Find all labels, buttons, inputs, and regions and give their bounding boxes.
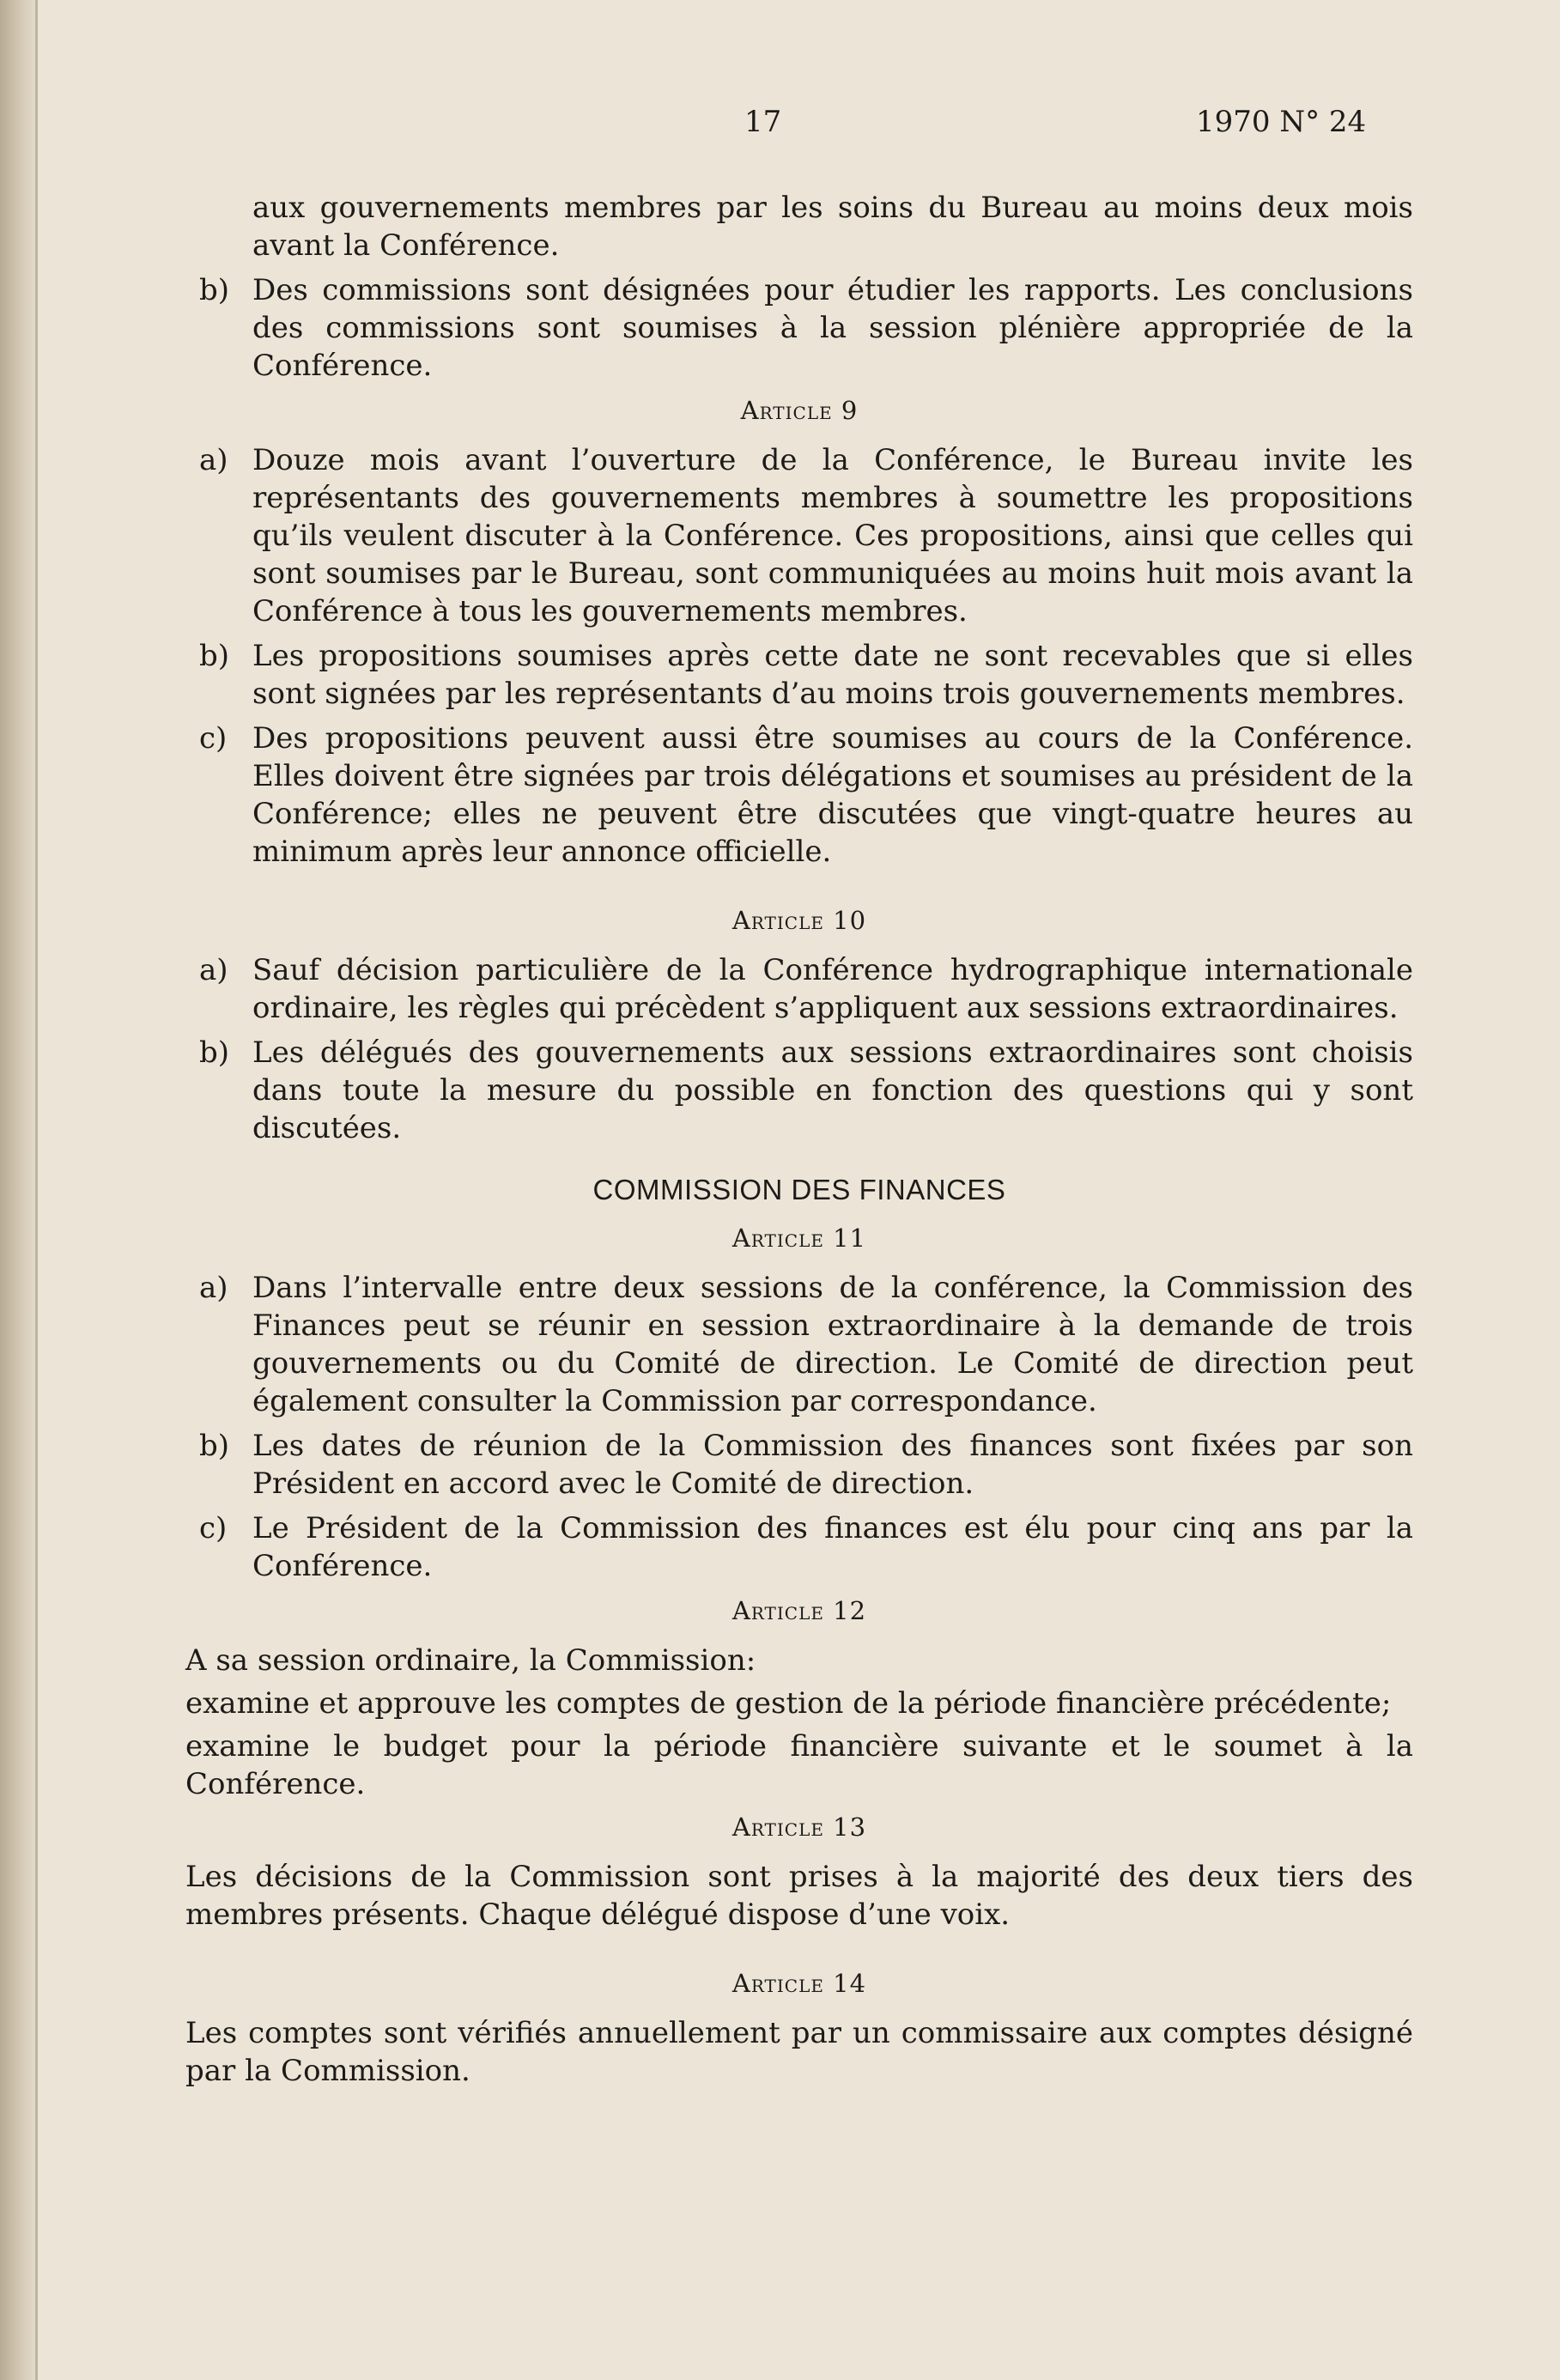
item-text: Des commissions sont désignées pour étudier les rapports. Les conclusions des commissions sont soumises à la session plénière appropriée de la Conférence.	[252, 273, 1413, 383]
item-label: a)	[199, 443, 228, 477]
item-label: a)	[199, 953, 228, 987]
article-11-heading: Article 11	[731, 1223, 867, 1253]
list-item	[185, 1427, 1413, 1503]
list-item	[185, 271, 1413, 385]
article-12-clause: examine le budget pour la période financière suivante et le soumet à la Conférence.	[185, 1729, 1413, 1801]
article-12-clause: examine et approuve les comptes de gestion de la période financière précédente;	[185, 1686, 1392, 1721]
list-item	[185, 1034, 1413, 1147]
item-label: a)	[199, 1271, 228, 1305]
list-item	[185, 951, 1413, 1027]
item-label: b)	[199, 273, 230, 307]
list-item	[185, 719, 1413, 871]
list-item	[185, 1509, 1413, 1585]
article-14-heading: Article 14	[731, 1969, 867, 1998]
page-content	[185, 189, 1413, 2095]
article-13-heading: Article 13	[731, 1812, 867, 1842]
item-text: Dans l’intervalle entre deux sessions de la conférence, la Commission des Finances peut se réunir en session extraordinaire à la demande de trois gouvernements ou du Comité de direction. Le Comité de direction peut également consulter la Commission par correspondance.	[252, 1271, 1413, 1418]
item-text: Les propositions soumises après cette date ne sont recevables que si elles sont signées par les représentants d’au moins trois gouvernements membres.	[252, 639, 1413, 711]
article-12-heading: Article 12	[731, 1596, 867, 1625]
document-reference: 1970 N° 24	[1196, 105, 1367, 139]
item-text: Le Président de la Commission des finances est élu pour cinq ans par la Conférence.	[252, 1511, 1413, 1583]
item-text: Sauf décision particulière de la Conférence hydrographique internationale ordinaire, les règles qui précèdent s’appliquent aux sessions extraordinaires.	[252, 953, 1413, 1025]
article-10-heading: Article 10	[731, 906, 867, 935]
item-label: b)	[199, 1429, 230, 1463]
list-item	[185, 441, 1413, 630]
item-text: Des propositions peuvent aussi être soumises au cours de la Conférence. Elles doivent être signées par trois délégations et soumises au président de la Conférence; elles ne peuvent être discutées que vingt-quatre heures au minimum après leur annonce officielle.	[252, 721, 1413, 869]
article-9-heading: Article 9	[740, 396, 859, 425]
article-13-text: Les décisions de la Commission sont prises à la majorité des deux tiers des membres présents. Chaque délégué dispose d’une voix.	[185, 1860, 1413, 1932]
article-12-intro: A sa session ordinaire, la Commission:	[185, 1643, 756, 1678]
section-heading: COMMISSION DES FINANCES	[592, 1174, 1006, 1205]
item-label: b)	[199, 639, 230, 673]
page-number: 17	[744, 105, 782, 139]
item-text: Les délégués des gouvernements aux sessions extraordinaires sont choisis dans toute la mesure du possible en fonction des questions qui y sont discutées.	[252, 1035, 1413, 1145]
item-label: c)	[199, 721, 228, 756]
page-header	[0, 105, 1560, 148]
item-text: Les dates de réunion de la Commission des finances sont fixées par son Président en accord avec le Comité de direction.	[252, 1429, 1413, 1501]
article-14-text: Les comptes sont vérifiés annuellement par un commissaire aux comptes désigné par la Commission.	[185, 2016, 1413, 2088]
item-text: Douze mois avant l’ouverture de la Conférence, le Bureau invite les représentants des gouvernements membres à soumettre les propositions qu’ils veulent discuter à la Conférence. Ces propositions, ainsi que celles qui sont soumises par le Bureau, sont communiquées au moins huit mois avant la Conférence à tous les gouvernements membres.	[252, 443, 1413, 628]
list-item	[185, 1269, 1413, 1420]
item-label: c)	[199, 1511, 228, 1545]
item-label: b)	[199, 1035, 230, 1070]
continuation-paragraph: aux gouvernements membres par les soins du Bureau au moins deux mois avant la Conférence.	[252, 191, 1413, 263]
list-item	[185, 637, 1413, 713]
